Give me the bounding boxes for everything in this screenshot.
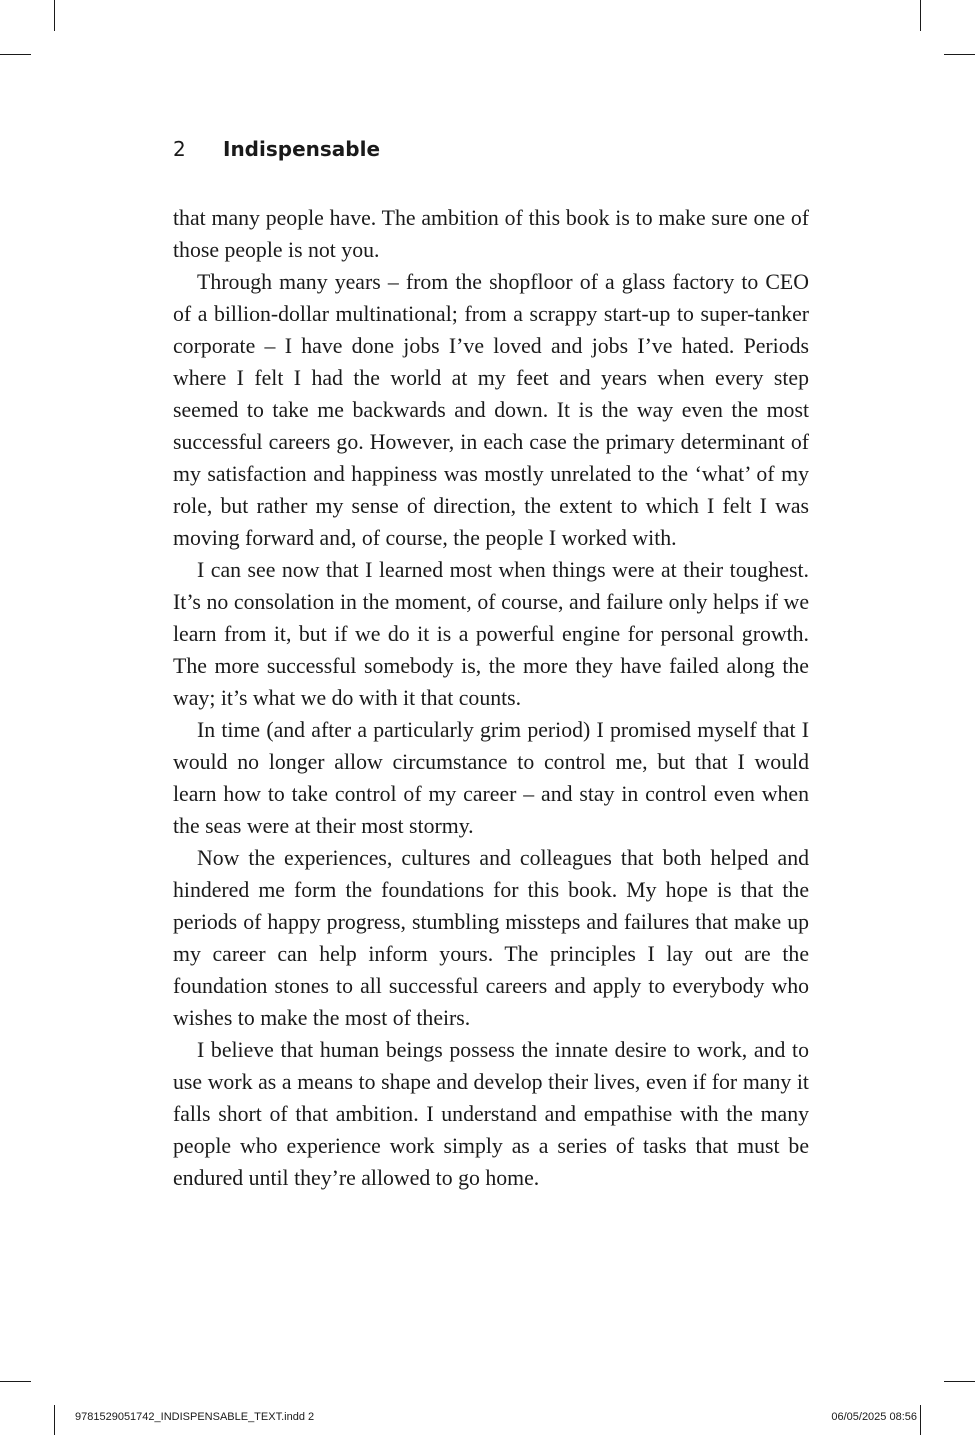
paragraph: Now the experiences, cultures and colleagues that both helped and hindered me form the foundations for this book. My hope is that the periods of happy progress, stumbling missteps and failures that make up my career can help inform yours. The principles I lay out are the foundation stones to all successful careers and apply to everybody who wishes to make the most of theirs. [173, 846, 809, 1030]
crop-mark-top-left-vertical [54, 0, 55, 31]
paragraph: Through many years – from the shopfloor of a glass factory to CEO of a billion-dollar multinational; from a scrappy start-up to super-tanker corporate – I have done jobs I’ve loved and jobs I’ve hated. Periods where I felt I had the world at my feet and years when every step seemed to take me backwards and down. It is the way even the most successful careers go. However, in each case the primary determinant of my satisfaction and happiness was mostly unrelated to the ‘what’ of my role, but rather my sense of direction, the extent to which I felt I was moving forward and, of course, the people I worked with. [173, 270, 809, 550]
crop-mark-top-right-vertical [920, 0, 921, 31]
paragraph: I believe that human beings possess the innate desire to work, and to use work as a means to shape and develop their lives, even if for many it falls short of that ambition. I understand and empathise with the many people who experience work simply as a series of tasks that must be endured until they’re allowed to go home. [173, 1038, 809, 1190]
running-head [173, 137, 380, 167]
crop-mark-top-right-horizontal [944, 54, 975, 55]
file-slug: 9781529051742_INDISPENSABLE_TEXT.indd 2 [75, 1411, 315, 1423]
page-number: 2 [173, 137, 186, 161]
paragraph: I can see now that I learned most when things were at their toughest. It’s no consolation in the moment, of course, and failure only helps if we learn from it, but if we do it is a powerful engine for personal growth. The more successful somebody is, the more they have failed along the way; it’s what we do with it that counts. [173, 558, 809, 710]
crop-mark-bottom-right-horizontal [944, 1381, 975, 1382]
body-text [173, 202, 809, 1194]
print-timestamp: 06/05/2025 08:56 [831, 1411, 917, 1423]
crop-mark-bottom-left-horizontal [0, 1381, 31, 1382]
paragraph: that many people have. The ambition of this book is to make sure one of those people is not you. [173, 206, 809, 262]
book-title: Indispensable [223, 137, 381, 161]
crop-mark-bottom-right-vertical [920, 1405, 921, 1435]
paragraph: In time (and after a particularly grim period) I promised myself that I would no longer allow circumstance to control me, but that I would learn how to take control of my career – and stay in control even when the seas were at their most stormy. [173, 718, 809, 838]
crop-mark-bottom-left-vertical [54, 1405, 55, 1435]
crop-mark-top-left-horizontal [0, 54, 31, 55]
